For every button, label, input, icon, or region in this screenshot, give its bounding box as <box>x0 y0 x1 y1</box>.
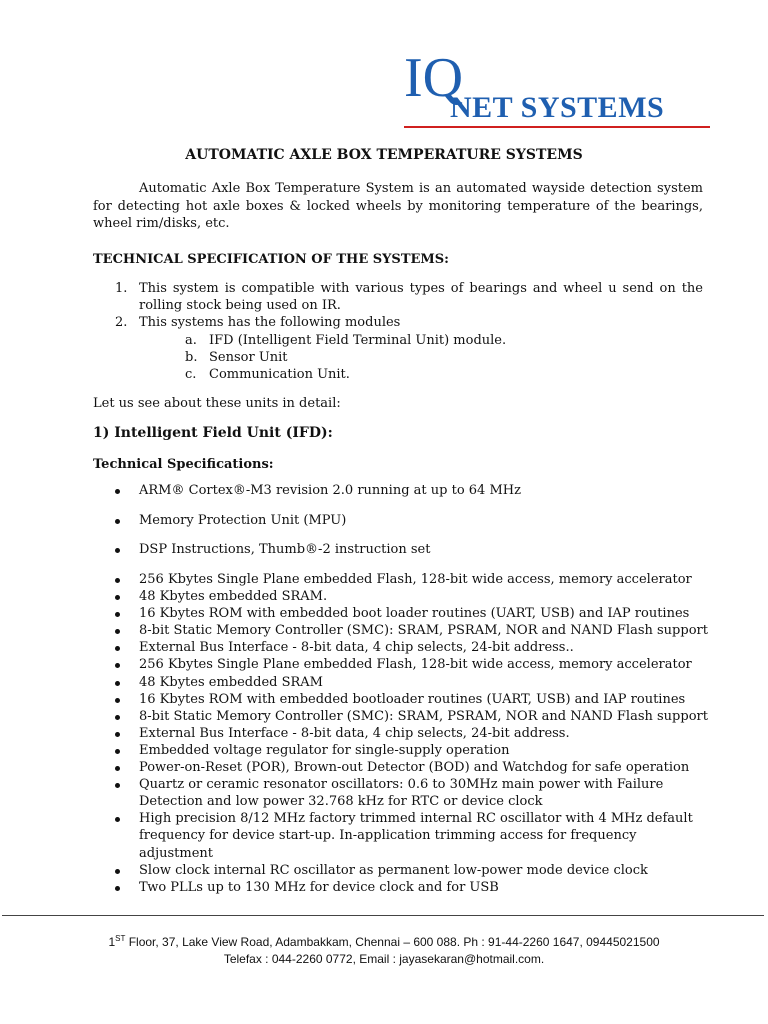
floor-suffix: ST <box>115 934 126 943</box>
bullet-text: 8-bit Static Memory Controller (SMC): SRAM, PSRAM, NOR and NAND Flash support <box>139 623 708 639</box>
bullet-item <box>93 622 713 639</box>
sublist-item <box>93 366 703 383</box>
item-letter: a. <box>185 333 197 348</box>
bullet-dot <box>115 766 120 771</box>
bullet-item <box>93 810 713 861</box>
spec-bullet-list <box>93 571 713 896</box>
bullet-text: Power-on-Reset (POR), Brown-out Detector (BOD) and Watchdog for safe operation <box>139 760 690 776</box>
bullet-dot <box>115 595 120 600</box>
bullet-dot <box>115 715 120 720</box>
item-letter: b. <box>185 350 198 366</box>
bullet-dot <box>115 629 120 634</box>
sublist-item <box>93 349 703 366</box>
footer-contact: Telefax : 044-2260 0772, Email : jayasekaran@hotmail.com. <box>223 952 545 966</box>
company-logo <box>404 48 714 134</box>
bullet-item <box>93 482 713 499</box>
tech-spec-heading: Technical Specifications: <box>93 457 274 472</box>
item-text: IFD (Intelligent Field Terminal Unit) module. <box>209 333 507 348</box>
item-text: Sensor Unit <box>209 350 288 366</box>
bullet-item <box>93 541 713 558</box>
bullet-dot <box>115 646 120 651</box>
bullet-dot <box>115 489 120 494</box>
bullet-text: Two PLLs up to 130 MHz for device clock and for USB <box>139 879 499 895</box>
bullet-text: Memory Protection Unit (MPU) <box>139 513 347 528</box>
intro-paragraph: Automatic Axle Box Temperature System is an automated wayside detection system for detecting hot axle boxes & locked wheels by monitoring temperature of the bearings, wheel rim/disks, etc. <box>93 181 703 231</box>
document-title: AUTOMATIC AXLE BOX TEMPERATURE SYSTEMS <box>185 147 583 163</box>
bullet-dot <box>115 578 120 583</box>
floor-number: 1 <box>108 935 116 949</box>
numbered-list <box>93 280 703 332</box>
numbered-item <box>93 280 703 314</box>
sublist-item <box>93 332 703 349</box>
bullet-item <box>93 639 713 656</box>
logo-underline <box>404 126 710 128</box>
bullet-item <box>93 571 713 588</box>
bullet-item <box>93 879 713 896</box>
bullet-text: 8-bit Static Memory Controller (SMC): SRAM, PSRAM, NOR and NAND Flash support <box>139 708 708 724</box>
item-text: This system is compatible with various types of bearings and wheel u send on the rolling stock being used on IR. <box>139 281 703 314</box>
numbered-item <box>93 314 703 331</box>
item-number: 1. <box>115 281 128 296</box>
bullet-item <box>93 482 713 499</box>
item-text: This systems has the following modules <box>139 315 401 331</box>
address-text: Floor, 37, Lake View Road, Adambakkam, Chennai – 600 088. Ph : 91-44-2260 1647, 09445021500 <box>125 935 660 949</box>
bullet-text: 16 Kbytes ROM with embedded bootloader routines (UART, USB) and IAP routines <box>139 691 686 707</box>
bullet-dot <box>115 698 120 703</box>
bullet-text: 48 Kbytes embedded SRAM. <box>139 589 328 605</box>
bullet-text: 256 Kbytes Single Plane embedded Flash, 128-bit wide access, memory accelerator <box>139 657 692 673</box>
bullet-text: 48 Kbytes embedded SRAM <box>139 674 323 690</box>
footer-address <box>0 934 768 950</box>
bullet-dot <box>115 548 120 553</box>
bullet-text: 16 Kbytes ROM with embedded boot loader routines (UART, USB) and IAP routines <box>139 606 690 622</box>
bullet-dot <box>115 681 120 686</box>
bullet-item <box>93 512 713 529</box>
bullet-item <box>93 691 713 708</box>
bullet-text: External Bus Interface - 8-bit data, 4 chip selects, 24-bit address. <box>139 725 570 741</box>
bullet-text: 256 Kbytes Single Plane embedded Flash, 128-bit wide access, memory accelerator <box>139 572 692 587</box>
bullet-text: Quartz or ceramic resonator oscillators: 0.6 to 30MHz main power with Failure Detection and low power 32.768 kHz for RTC or device clock <box>139 777 664 810</box>
bullet-text: ARM® Cortex®-M3 revision 2.0 running at up to 64 MHz <box>139 483 521 498</box>
bullet-text: Slow clock internal RC oscillator as permanent low-power mode device clock <box>139 862 648 878</box>
bullet-text: External Bus Interface - 8-bit data, 4 chip selects, 24-bit address.. <box>139 640 574 656</box>
bullet-dot <box>115 732 120 737</box>
bullet-dot <box>115 869 120 874</box>
bullet-item <box>93 512 713 529</box>
bullet-text: Embedded voltage regulator for single-supply operation <box>139 742 510 758</box>
bullet-item <box>93 759 713 776</box>
bullet-item <box>93 541 713 558</box>
detail-intro-line: Let us see about these units in detail: <box>93 396 341 411</box>
logo-net-systems-text: NET SYSTEMS <box>450 91 665 124</box>
bullet-dot <box>115 519 120 524</box>
item-text: Communication Unit. <box>209 367 350 383</box>
bullet-dot <box>115 612 120 617</box>
bullet-item <box>93 862 713 879</box>
item-letter: c. <box>185 367 197 383</box>
bullet-dot <box>115 663 120 668</box>
section-title: 1) Intelligent Field Unit (IFD): <box>93 425 333 441</box>
footer-divider <box>2 915 764 916</box>
bullet-item <box>93 656 713 673</box>
bullet-dot <box>115 817 120 822</box>
bullet-dot <box>115 783 120 788</box>
spec-heading: TECHNICAL SPECIFICATION OF THE SYSTEMS: <box>93 252 449 267</box>
bullet-item <box>93 708 713 725</box>
bullet-text: DSP Instructions, Thumb®-2 instruction set <box>139 542 431 557</box>
item-number: 2. <box>115 315 128 331</box>
bullet-text: High precision 8/12 MHz factory trimmed internal RC oscillator with 4 MHz default frequency for device start-up. In-application trimming access for frequency adjustment <box>139 811 693 861</box>
bullet-item <box>93 776 713 810</box>
bullet-dot <box>115 886 120 891</box>
bullet-item <box>93 588 713 605</box>
module-sublist <box>93 332 703 384</box>
logo-iq-text: IQ <box>404 47 464 109</box>
bullet-dot <box>115 749 120 754</box>
bullet-item <box>93 605 713 622</box>
bullet-item <box>93 742 713 759</box>
bullet-item <box>93 674 713 691</box>
bullet-item <box>93 725 713 742</box>
